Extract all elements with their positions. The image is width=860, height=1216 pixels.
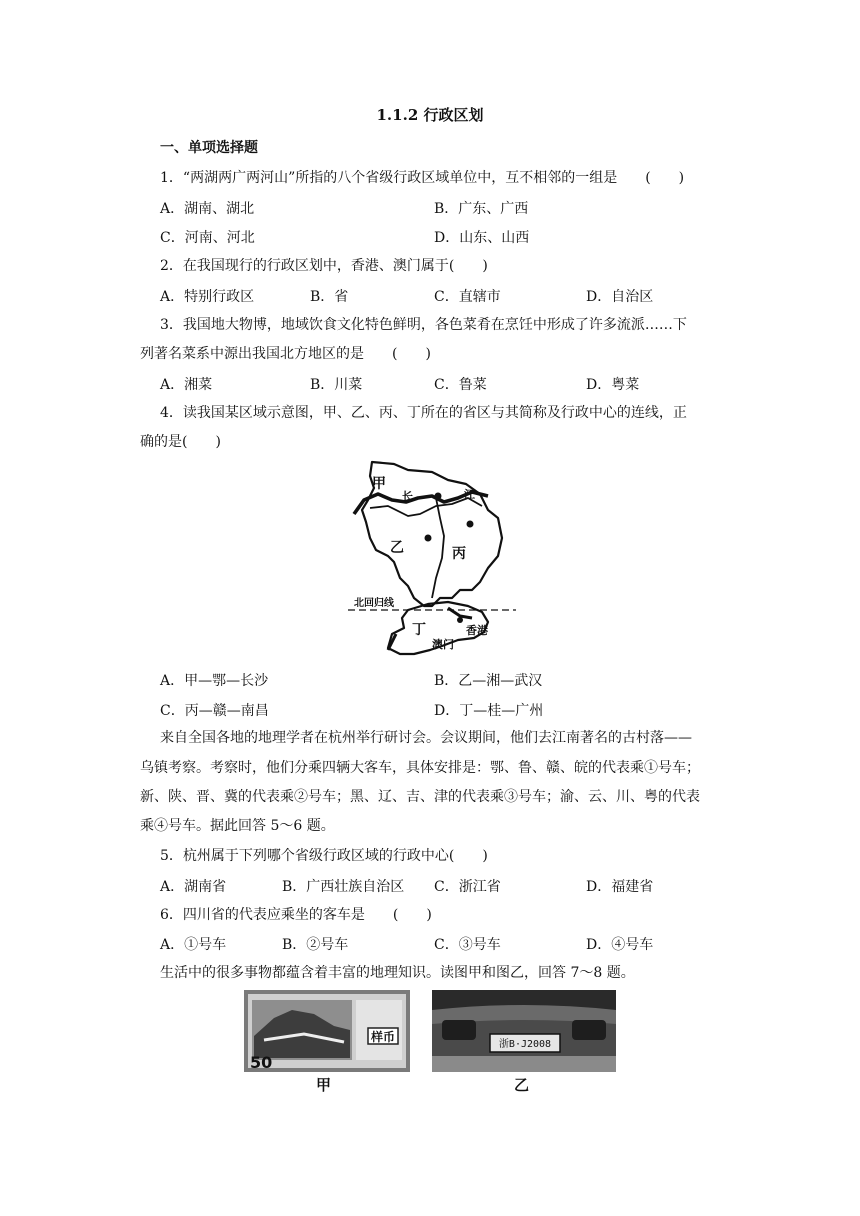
q5-option-b: B．广西壮族自治区: [282, 879, 405, 895]
map-label-bing: 丙: [452, 546, 466, 562]
q3-option-b: B．川菜: [310, 377, 363, 393]
map-label-jia: 甲: [372, 476, 386, 492]
city-dot-changsha: [425, 535, 432, 542]
q1-option-b: B．广东、广西: [434, 201, 529, 217]
q2-option-a: A．特别行政区: [160, 289, 255, 305]
q6-option-c: C．③号车: [434, 937, 501, 953]
boundary-yi-bing: [432, 498, 444, 598]
license-plate: 浙B·J2008: [498, 1039, 552, 1050]
q1-option-c: C．河南、河北: [160, 230, 255, 246]
passage-line-3: 新、陕、晋、冀的代表乘②号车；黑、辽、吉、津的代表乘③号车；渝、云、川、粤的代表: [140, 789, 700, 805]
q3-option-a: A．湘菜: [160, 377, 213, 393]
section-heading: 一、单项选择题: [160, 140, 258, 156]
passage-line-2: 乌镇考察。考察时，他们分乘四辆大客车，具体安排是：鄂、鲁、赣、皖的代表乘①号车；: [140, 760, 700, 776]
map-label-chang: 长: [402, 490, 413, 503]
passage-line-4: 乘④号车。据此回答 5～6 题。: [140, 818, 335, 834]
question-3-stem-line1: 3．我国地大物博，地域饮食文化特色鲜明，各色菜肴在烹饪中形成了许多流派……下: [160, 317, 687, 333]
question-1-stem: 1．“两湖两广两河山”所指的八个省级行政区域单位中，互不相邻的一组是 ( ): [160, 170, 685, 186]
question-6-stem: 6．四川省的代表应乘坐的客车是 ( ): [160, 907, 432, 923]
q1-option-d: D．山东、山西: [434, 230, 530, 246]
question-3-stem-line2: 列著名菜系中源出我国北方地区的是 ( ): [140, 346, 431, 362]
q4-option-b: B．乙—湘—武汉: [434, 673, 543, 689]
question-4-stem-line1: 4．读我国某区域示意图，甲、乙、丙、丁所在的省区与其简称及行政中心的连线，正: [160, 405, 687, 421]
q6-option-b: B．②号车: [282, 937, 349, 953]
page-title: 1.1.2 行政区划: [376, 106, 484, 124]
map-label-tropic: 北回归线: [354, 598, 394, 609]
car-headlight-right: [572, 1020, 606, 1040]
region-map: [348, 458, 516, 668]
q5-option-c: C．浙江省: [434, 879, 501, 895]
q5-option-a: A．湖南省: [160, 879, 227, 895]
q3-option-d: D．粤菜: [586, 377, 640, 393]
banknote-denomination: 50: [250, 1053, 273, 1072]
q6-option-a: A．①号车: [160, 937, 227, 953]
figure-yi-car: [432, 990, 616, 1072]
question-5-stem: 5．杭州属于下列哪个省级行政区域的行政中心( ): [160, 848, 488, 864]
passage-line-1: 来自全国各地的地理学者在杭州举行研讨会。会议期间，他们去江南著名的古村落——: [160, 730, 692, 746]
intro-7-8: 生活中的很多事物都蕴含着丰富的地理知识。读图甲和图乙，回答 7～8 题。: [160, 965, 635, 981]
q4-option-a: A．甲—鄂—长沙: [160, 673, 269, 689]
map-label-ding: 丁: [412, 622, 426, 638]
figure-jia-banknote: [244, 990, 410, 1072]
city-dot-wuhan: [435, 493, 442, 500]
q4-option-c: C．丙—赣—南昌: [160, 703, 269, 719]
q4-option-d: D．丁—桂—广州: [434, 703, 544, 719]
q2-option-c: C．直辖市: [434, 289, 501, 305]
q6-option-d: D．④号车: [586, 937, 654, 953]
q1-option-a: A．湖南、湖北: [160, 201, 255, 217]
q2-option-b: B．省: [310, 289, 349, 305]
car-bumper: [432, 1056, 616, 1072]
city-dot-nanchang: [467, 521, 474, 528]
map-label-hongkong: 香港: [466, 624, 488, 637]
city-dot-guangzhou: [457, 617, 463, 623]
car-headlight-left: [442, 1020, 476, 1040]
q3-option-c: C．鲁菜: [434, 377, 487, 393]
question-4-stem-line2: 确的是( ): [140, 434, 221, 450]
specimen-stamp: 样币: [370, 1030, 396, 1044]
question-2-stem: 2．在我国现行的行政区划中，香港、澳门属于( ): [160, 258, 488, 274]
map-label-macau: 澳门: [432, 638, 454, 651]
map-label-jiang: 江: [464, 488, 475, 501]
map-label-yi: 乙: [390, 540, 404, 556]
figure-yi-caption: 乙: [514, 1076, 530, 1094]
q2-option-d: D．自治区: [586, 289, 654, 305]
q5-option-d: D．福建省: [586, 879, 654, 895]
figure-jia-caption: 甲: [316, 1076, 332, 1094]
